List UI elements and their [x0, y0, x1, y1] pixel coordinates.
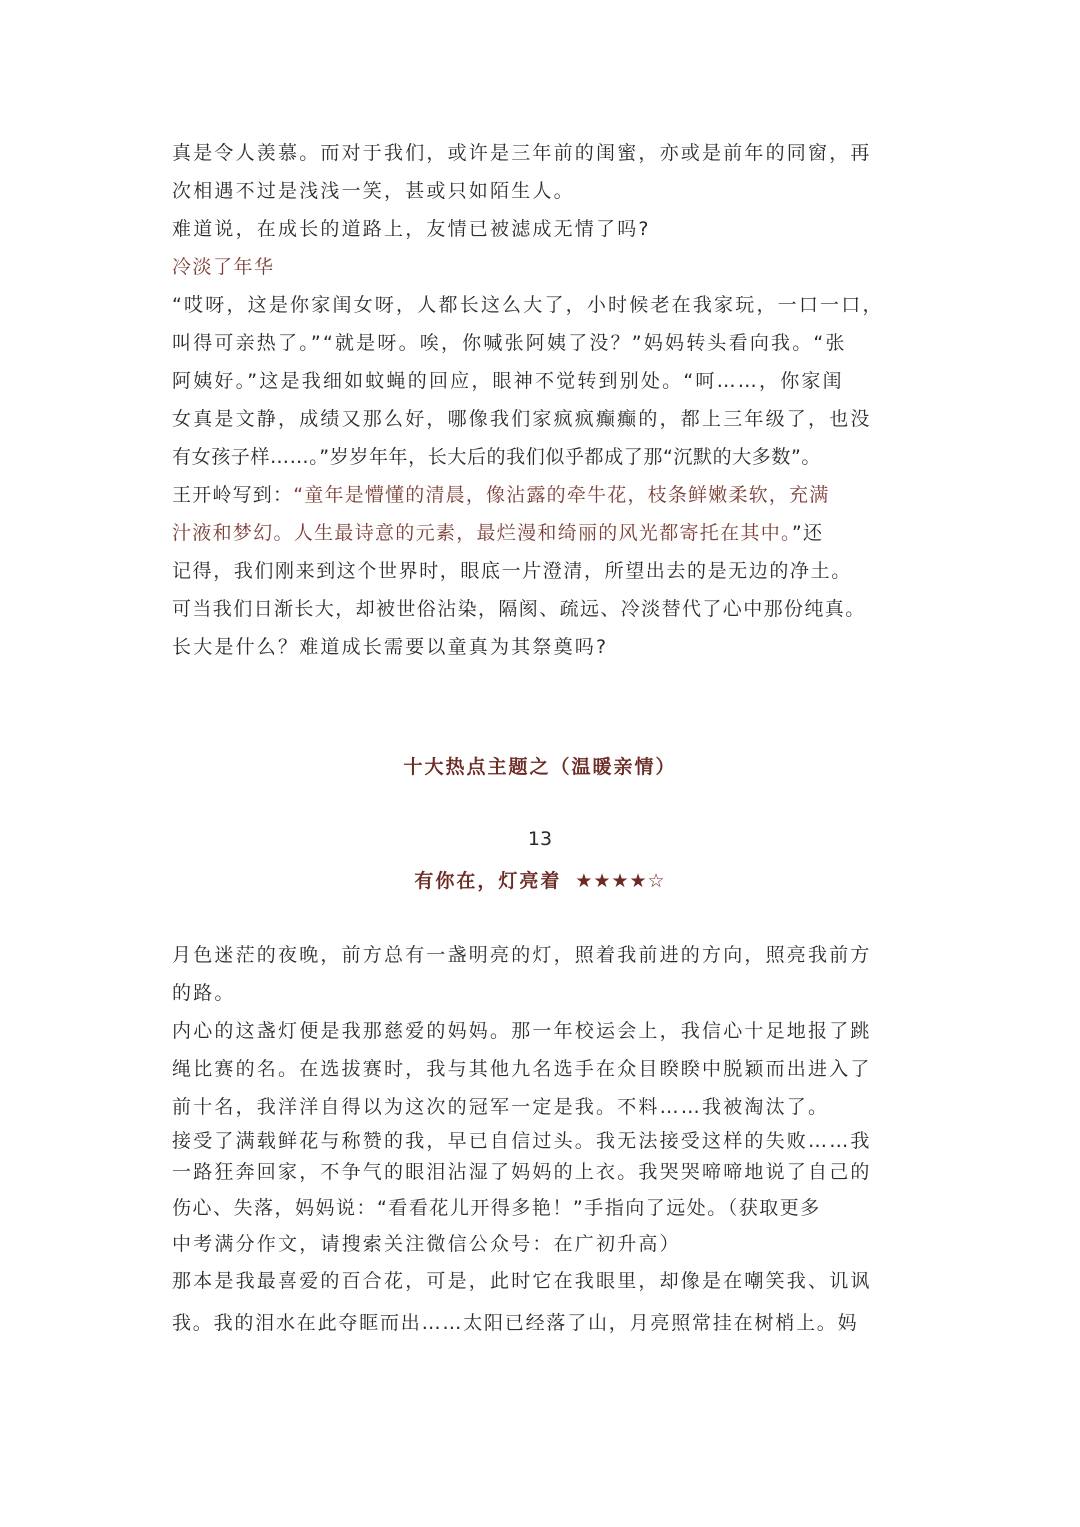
quote-text: “童年是懵懂的清晨，像沾露的牵牛花，枝条鲜嫩柔软，充满: [293, 484, 830, 506]
essay-title: 有你在，灯亮着: [414, 870, 562, 892]
rating-stars: ★★★★☆: [575, 870, 666, 892]
text-line: 绳比赛的名。在选拔赛时，我与其他九名选手在众目睽睽中脱颖而出进入了: [172, 1058, 872, 1080]
essay-part-1: [172, 134, 908, 666]
text-line: 前十名，我洋洋自得以为这次的冠军一定是我。不料……我被淘汰了。: [172, 1096, 830, 1118]
quote-tail: ”还: [791, 522, 824, 544]
section-title: 十大热点主题之（温暖亲情）: [403, 756, 677, 778]
text-line: 内心的这盏灯便是我那慈爱的妈妈。那一年校运会上，我信心十足地报了跳: [172, 1020, 872, 1042]
text-line: 的路。: [172, 982, 236, 1004]
text-line: 叫得可亲热了。”“就是呀。唉，你喊张阿姨了没？”妈妈转头看向我。“张: [172, 332, 847, 354]
text-line: 有女孩子样……。”岁岁年年，长大后的我们似乎都成了那“沉默的大多数”。: [172, 446, 822, 468]
quote-line: [172, 476, 908, 514]
text-line: 记得，我们刚来到这个世界时，眼底一片澄清，所望出去的是无边的净土。: [172, 560, 852, 582]
essay-number: 13: [527, 828, 553, 850]
text-line: 月色迷茫的夜晚，前方总有一盏明亮的灯，照着我前进的方向，照亮我前方: [172, 944, 872, 966]
text-line: 长大是什么？难道成长需要以童真为其祭奠吗?: [172, 636, 609, 658]
text-line: 中考满分作文，请搜索关注微信公众号：在广初升高）: [172, 1233, 681, 1255]
text-line: 次相遇不过是浅浅一笑，甚或只如陌生人。: [172, 180, 575, 202]
text-line: 接受了满载鲜花与称赞的我，早已自信过头。我无法接受这样的失败……我: [172, 1130, 872, 1152]
text-line: 我。我的泪水在此夺眶而出……太阳已经落了山，月亮照常挂在树梢上。妈: [172, 1312, 859, 1334]
text-line: 那本是我最喜爱的百合花，可是，此时它在我眼里，却像是在嘲笑我、讥讽: [172, 1270, 872, 1292]
text-line: 一路狂奔回家，不争气的眼泪沾湿了妈妈的上衣。我哭哭啼啼地说了自己的: [172, 1161, 872, 1183]
sub-heading: 冷淡了年华: [172, 256, 275, 278]
essay-title-row: [172, 866, 908, 893]
text-line: “哎呀，这是你家闺女呀，人都长这么大了，小时候老在我家玩，一口一口，: [172, 294, 884, 316]
text-line: 女真是文静，成绩又那么好，哪像我们家疯疯癫癫的，都上三年级了，也没: [172, 408, 872, 430]
text-line: 真是令人羡慕。而对于我们，或许是三年前的闺蜜，亦或是前年的同窗，再: [172, 142, 872, 164]
text-line: 可当我们日渐长大，却被世俗沾染，隔阂、疏远、冷淡替代了心中那份纯真。: [172, 598, 866, 620]
quote-prefix: 王开岭写到：: [172, 484, 294, 506]
text-line: 阿姨好。”这是我细如蚊蝇的回应，眼神不觉转到别处。“呵……，你家闺: [172, 370, 844, 392]
text-line: 难道说，在成长的道路上，友情已被滤成无情了吗?: [172, 218, 651, 240]
quote-line: [172, 514, 908, 552]
quote-text: 汁液和梦幻。人生最诗意的元素，最烂漫和绮丽的风光都寄托在其中。: [172, 522, 792, 544]
text-line: 伤心、失落，妈妈说：“看看花儿开得多艳！”手指向了远处。（获取更多: [172, 1197, 821, 1219]
essay-part-2: [172, 936, 908, 1344]
